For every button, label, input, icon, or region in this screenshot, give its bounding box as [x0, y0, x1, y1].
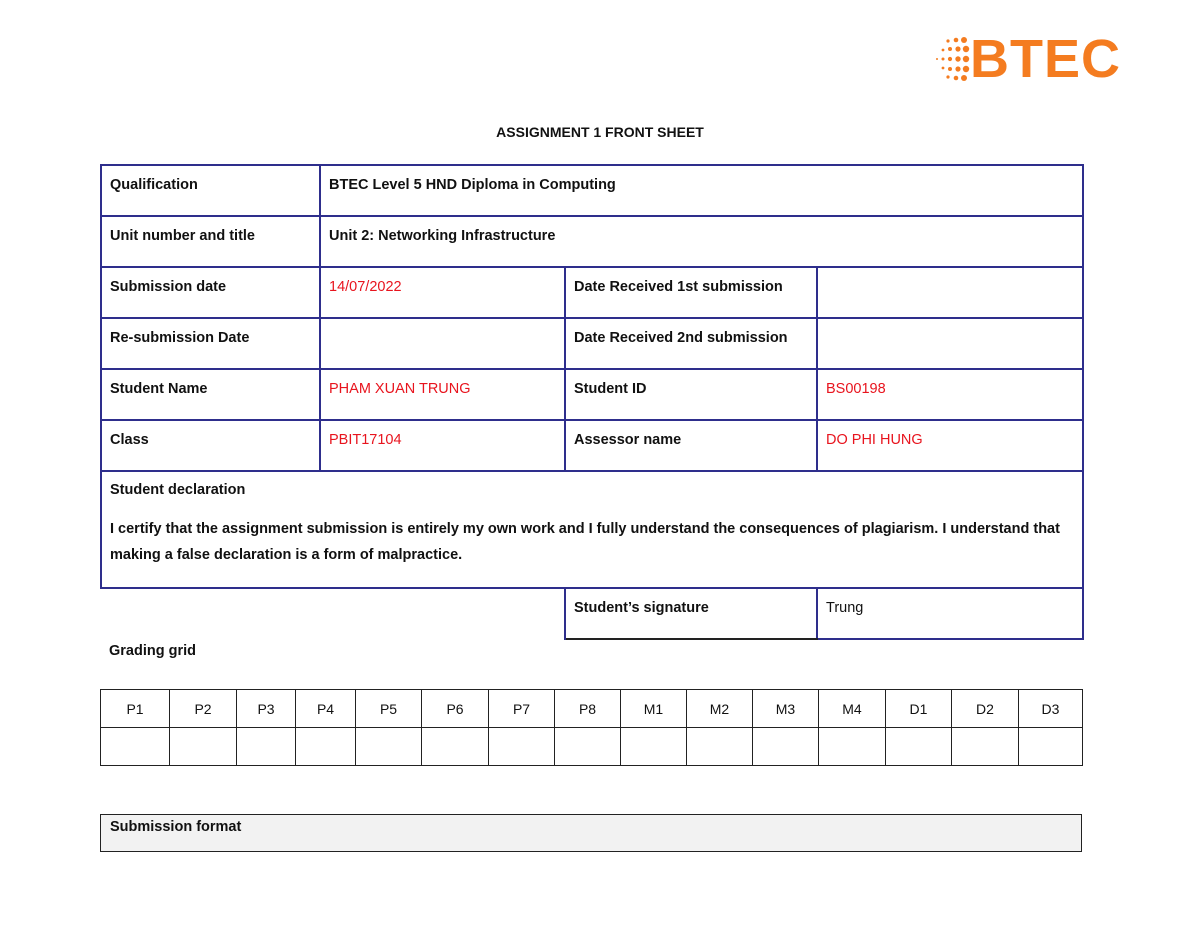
resubmission-date-label: Re-submission Date	[101, 318, 320, 369]
signature-spacer	[101, 588, 565, 639]
page-title: ASSIGNMENT 1 FRONT SHEET	[496, 124, 704, 140]
grading-grid-label: Grading grid	[109, 643, 196, 659]
btec-dots-icon	[934, 32, 974, 92]
student-name-label: Student Name	[101, 369, 320, 420]
unit-label: Unit number and title	[101, 216, 320, 267]
grade-criterion: P8	[555, 690, 621, 728]
unit-row	[101, 216, 1083, 267]
submission-date-label: Submission date	[101, 267, 320, 318]
grade-cell	[170, 728, 237, 766]
btec-logo-text: BTEC	[970, 29, 1121, 89]
assessor-name-label: Assessor name	[565, 420, 817, 471]
declaration-text: I certify that the assignment submission is entirely my own work and I fully understand the consequences of plagiarism. I understand that making a false declaration is a form of malpractice.	[110, 521, 1060, 563]
grade-criterion: P1	[101, 690, 170, 728]
grading-header-row	[101, 690, 1083, 728]
declaration-row	[101, 471, 1083, 588]
grade-cell	[819, 728, 886, 766]
date-received-2-value	[817, 318, 1083, 369]
student-id-value: BS00198	[817, 369, 1083, 420]
student-name-value: PHAM XUAN TRUNG	[320, 369, 565, 420]
student-row	[101, 369, 1083, 420]
grade-cell	[886, 728, 952, 766]
class-row	[101, 420, 1083, 471]
signature-label: Student’s signature	[565, 588, 817, 639]
grade-cell	[621, 728, 687, 766]
grade-cell	[555, 728, 621, 766]
grading-value-row	[101, 728, 1083, 766]
grade-cell	[753, 728, 819, 766]
date-received-1-label: Date Received 1st submission	[565, 267, 817, 318]
date-received-1-value	[817, 267, 1083, 318]
qualification-label: Qualification	[101, 165, 320, 216]
grade-criterion: P4	[296, 690, 356, 728]
signature-value: Trung	[817, 588, 1083, 639]
grade-cell	[356, 728, 422, 766]
class-value: PBIT17104	[320, 420, 565, 471]
submission-format-label: Submission format	[110, 819, 242, 835]
date-received-2-label: Date Received 2nd submission	[565, 318, 817, 369]
front-sheet-table	[100, 164, 1084, 640]
qualification-value: BTEC Level 5 HND Diploma in Computing	[320, 165, 1083, 216]
resubmission-row	[101, 318, 1083, 369]
grade-cell	[296, 728, 356, 766]
resubmission-date-value	[320, 318, 565, 369]
grade-criterion: M3	[753, 690, 819, 728]
grade-criterion: P7	[489, 690, 555, 728]
assessor-name-value: DO PHI HUNG	[817, 420, 1083, 471]
grade-criterion: P2	[170, 690, 237, 728]
signature-row	[101, 588, 1083, 639]
grade-criterion: D3	[1019, 690, 1083, 728]
submission-format-box	[100, 814, 1082, 852]
declaration-heading: Student declaration	[110, 482, 246, 498]
grade-criterion: P6	[422, 690, 489, 728]
grade-cell	[237, 728, 296, 766]
grade-cell	[489, 728, 555, 766]
qualification-row	[101, 165, 1083, 216]
unit-value: Unit 2: Networking Infrastructure	[320, 216, 1083, 267]
class-label: Class	[101, 420, 320, 471]
btec-logo	[934, 29, 1124, 92]
grade-criterion: D2	[952, 690, 1019, 728]
submission-row	[101, 267, 1083, 318]
grade-criterion: M1	[621, 690, 687, 728]
grade-criterion: M2	[687, 690, 753, 728]
submission-date-value: 14/07/2022	[320, 267, 565, 318]
grade-cell	[422, 728, 489, 766]
grade-criterion: M4	[819, 690, 886, 728]
grade-criterion: D1	[886, 690, 952, 728]
grade-criterion: P3	[237, 690, 296, 728]
grading-grid	[100, 689, 1083, 766]
student-id-label: Student ID	[565, 369, 817, 420]
grade-cell	[687, 728, 753, 766]
grade-cell	[1019, 728, 1083, 766]
grade-cell	[101, 728, 170, 766]
grade-criterion: P5	[356, 690, 422, 728]
grade-cell	[952, 728, 1019, 766]
